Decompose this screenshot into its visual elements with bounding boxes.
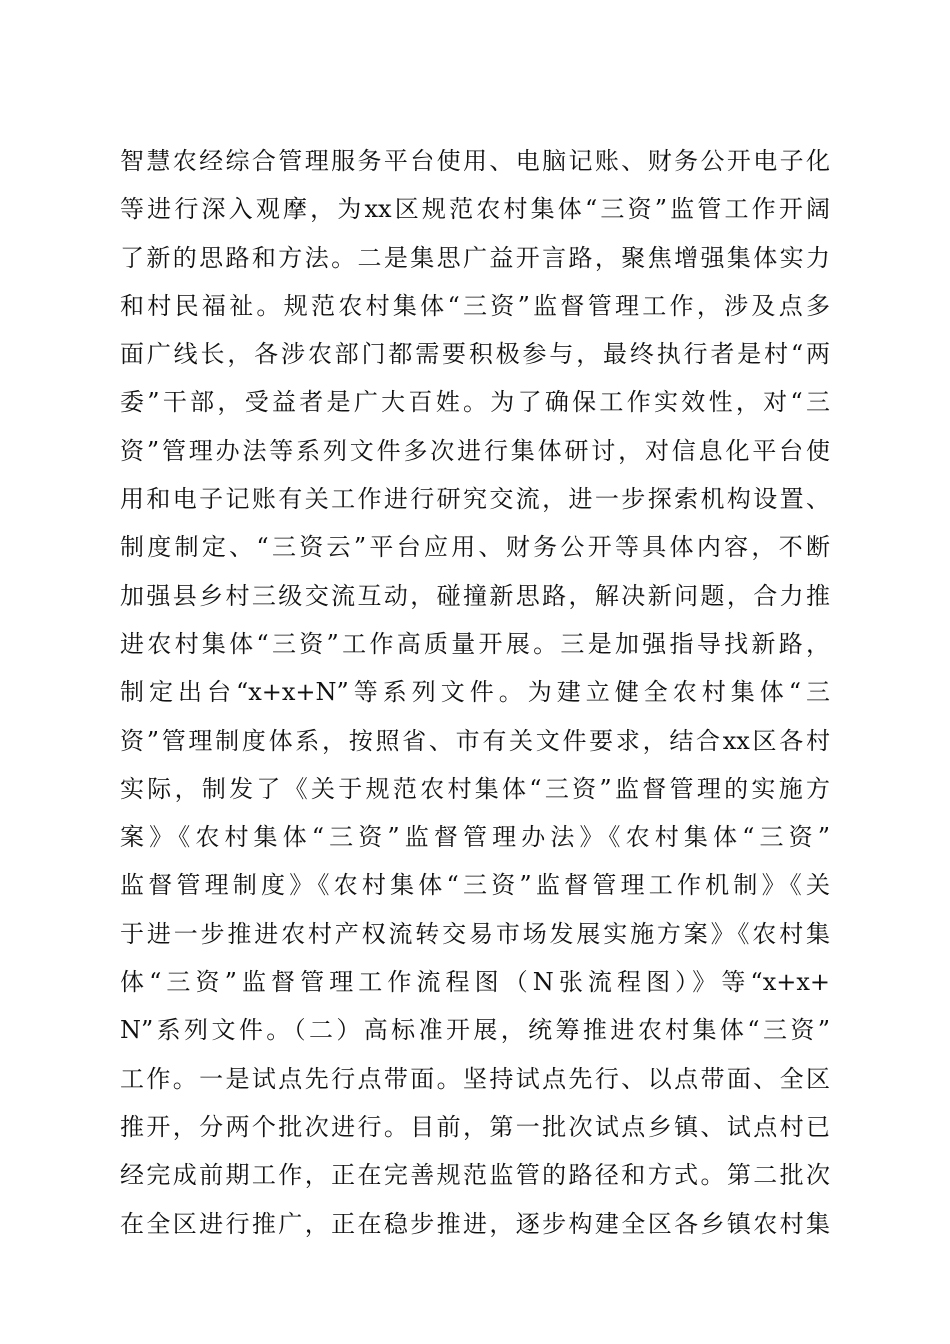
text-line-8: 用和电子记账有关工作进行研究交流，进一步探索机构设置、: [120, 485, 830, 514]
text-line-2: 等进行深入观摩，为xx区规范农村集体“三资”监管工作开阔: [120, 195, 830, 224]
text-line-5: 面广线长，各涉农部门都需要积极参与，最终执行者是村“两: [120, 340, 830, 369]
text-line-7: 资”管理办法等系列文件多次进行集体研讨，对信息化平台使: [120, 436, 830, 465]
text-line-14: 实际，制发了《关于规范农村集体“三资”监督管理的实施方: [120, 774, 830, 803]
text-line-9: 制度制定、“三资云”平台应用、财务公开等具体内容，不断: [120, 533, 830, 562]
text-line-3: 了新的思路和方法。二是集思广益开言路，聚焦增强集体实力: [120, 243, 830, 272]
text-line-11: 进农村集体“三资”工作高质量开展。三是加强指导找新路，: [120, 629, 830, 658]
text-line-10: 加强县乡村三级交流互动，碰撞新思路，解决新问题，合力推: [120, 581, 830, 610]
text-line-6: 委”干部，受益者是广大百姓。为了确保工作实效性，对“三: [120, 388, 830, 417]
text-line-18: 体“三资”监督管理工作流程图（N张流程图）》等“x+x+: [120, 968, 830, 997]
body-paragraph: [120, 137, 830, 1248]
text-line-13: 资”管理制度体系，按照省、市有关文件要求，结合xx区各村: [120, 726, 830, 755]
text-line-12: 制定出台“x+x+N”等系列文件。为建立健全农村集体“三: [120, 678, 830, 707]
text-line-20: 工作。一是试点先行点带面。坚持试点先行、以点带面、全区: [120, 1064, 830, 1093]
text-line-4: 和村民福祉。规范农村集体“三资”监督管理工作，涉及点多: [120, 291, 830, 320]
text-line-23: 在全区进行推广，正在稳步推进，逐步构建全区各乡镇农村集: [120, 1209, 830, 1238]
text-line-16: 监督管理制度》《农村集体“三资”监督管理工作机制》《关: [120, 871, 830, 900]
text-line-21: 推开，分两个批次进行。目前，第一批次试点乡镇、试点村已: [120, 1112, 830, 1141]
text-line-1: 智慧农经综合管理服务平台使用、电脑记账、财务公开电子化: [120, 147, 830, 175]
text-line-22: 经完成前期工作，正在完善规范监管的路径和方式。第二批次: [120, 1161, 830, 1190]
text-line-17: 于进一步推进农村产权流转交易市场发展实施方案》《农村集: [120, 919, 830, 948]
text-line-19: N”系列文件。（二）高标准开展，统筹推进农村集体“三资”: [120, 1016, 830, 1045]
text-line-15: 案》《农村集体“三资”监督管理办法》《农村集体“三资”: [120, 823, 830, 852]
